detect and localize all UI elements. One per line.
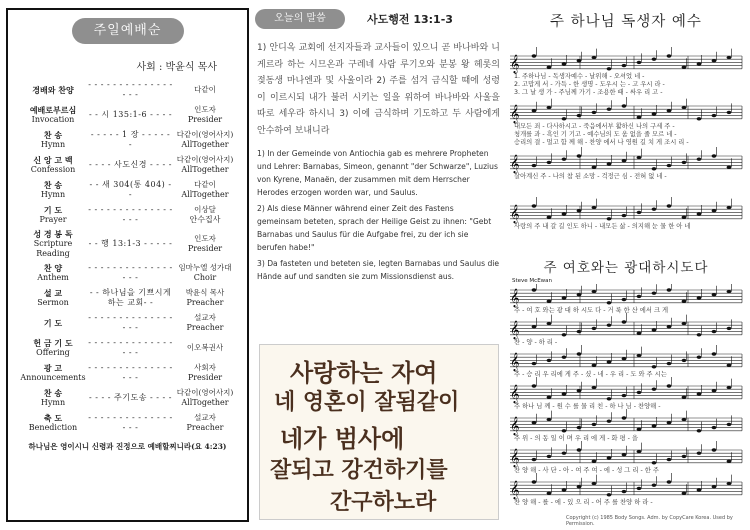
order-item-role: 안수집사 bbox=[189, 215, 221, 224]
order-item-role: AllTogether bbox=[181, 140, 229, 149]
order-item-person: 인도자 Presider bbox=[173, 105, 237, 125]
music-note bbox=[607, 420, 612, 423]
order-item-role: Preacher bbox=[186, 298, 224, 307]
music-staff bbox=[510, 197, 742, 230]
order-item-detail: - - - - 사도신경 - - - - bbox=[89, 160, 172, 169]
order-item bbox=[18, 179, 237, 201]
order-item bbox=[18, 387, 237, 409]
music-note bbox=[592, 290, 597, 293]
lyric-line: 주 위 - 의 동 일 이 며 우 리 에 게 - 화 평 - 을 bbox=[514, 435, 639, 442]
music-note bbox=[562, 488, 567, 491]
order-item-english: Sermon bbox=[37, 298, 69, 307]
music-note bbox=[622, 298, 627, 301]
music-note bbox=[607, 301, 612, 304]
music-note bbox=[547, 322, 552, 325]
lyric-line: 살아계신 주 - 나의 참 된 소망 - 걱정근 심 - 전혀 없 네 - bbox=[514, 173, 667, 180]
lyric-line: 승리의 결 - 멀고 함 께 해 - 찬양 에서 나 영원 길 치 게 조시 리 - bbox=[514, 139, 689, 146]
treble-clef-icon: 𝄞 bbox=[510, 480, 520, 499]
music-staff bbox=[510, 97, 742, 146]
music-note bbox=[637, 332, 642, 335]
order-item bbox=[18, 312, 237, 334]
music-note bbox=[577, 485, 582, 488]
music-note bbox=[532, 458, 537, 461]
music-note bbox=[577, 448, 582, 451]
music-note bbox=[577, 59, 582, 62]
music-note bbox=[607, 456, 612, 459]
worship-footer-verse: 하나님은 영이시니 신령과 진정으로 예배할찌니라(요 4:23) bbox=[28, 442, 227, 451]
music-note bbox=[652, 208, 657, 211]
lyric-line: 청개를 과 - 흑인 기 기고 - 예수님의 도 움 없을 줄 모르 네 - bbox=[514, 131, 677, 138]
music-note bbox=[667, 362, 672, 365]
music-note bbox=[727, 327, 732, 330]
order-item-detail: - - 새 304(통 404) - - bbox=[89, 180, 172, 199]
music-note bbox=[727, 166, 732, 169]
lyric-line: 1. 주하나님 - 독생자예수 - 날위해 - 오셔었 네 - bbox=[514, 73, 645, 80]
music-note bbox=[667, 204, 672, 207]
music-note bbox=[727, 460, 732, 463]
music-note bbox=[592, 206, 597, 209]
music-note bbox=[727, 423, 732, 426]
music-note bbox=[562, 452, 567, 455]
order-item bbox=[18, 104, 237, 126]
music-note bbox=[547, 418, 552, 421]
music-staff bbox=[510, 377, 742, 410]
lyric-line: 2. 고맙게 서 - 가득 - 한 생명 - 도우시 는 - 고 우시 라 - bbox=[514, 81, 665, 88]
music-note bbox=[607, 217, 612, 220]
music-note bbox=[592, 386, 597, 389]
order-item-detail: - - 행 13:1-3 - - - - - bbox=[88, 239, 173, 248]
music-note bbox=[652, 58, 657, 61]
music-note bbox=[637, 116, 642, 119]
music-note bbox=[577, 154, 582, 157]
music-note bbox=[547, 396, 552, 399]
music-note bbox=[637, 450, 642, 453]
music-note bbox=[532, 54, 537, 57]
music-note bbox=[727, 364, 732, 367]
order-item-english: Anthem bbox=[37, 273, 69, 282]
order-item-name: 축 도 Benediction bbox=[18, 413, 88, 433]
music-note bbox=[667, 164, 672, 167]
order-item bbox=[18, 204, 237, 226]
music-staff bbox=[510, 47, 742, 96]
music-note bbox=[607, 493, 612, 496]
order-item-role: Presider bbox=[187, 115, 223, 124]
music-note bbox=[682, 455, 687, 458]
music-note bbox=[667, 109, 672, 112]
treble-clef-icon: 𝄞 bbox=[510, 352, 520, 371]
lyric-line: 찬 - 양 - 하 리 - bbox=[514, 339, 558, 346]
music-note bbox=[607, 108, 612, 111]
music-note bbox=[637, 295, 642, 298]
order-item-person: 다같이 AllTogether bbox=[173, 180, 237, 200]
order-item-english: Prayer bbox=[39, 215, 67, 224]
music-note bbox=[652, 388, 657, 391]
music-note bbox=[727, 482, 732, 485]
music-note bbox=[712, 352, 717, 355]
music-note bbox=[592, 166, 597, 169]
music-note bbox=[712, 426, 717, 429]
music-note bbox=[577, 293, 582, 296]
order-item-detail: - - - - - - - - - - - - - - - - - bbox=[88, 205, 173, 224]
order-item bbox=[18, 412, 237, 434]
song2-author: Steve McEwan bbox=[512, 278, 553, 284]
order-item-person: 박윤식 목사 Preacher bbox=[173, 288, 237, 308]
calligraphy-line-1: 사랑하는 자여 bbox=[290, 358, 438, 387]
order-item-role: Preacher bbox=[186, 323, 224, 332]
scripture-korean-text: 1) 안디옥 교회에 선지자들과 교사들이 있으니 곧 바나바와 니게르라 하는 시므온과 구레네 사람 루기오와 분봉 왕 헤롯의 젖동생 마나엔과 및 사울이라 2) 주를 섬겨 금식할 때에 성령이 이르시되 내가 불러 시키는 일을 위하여 바나바와 사울을 따로 세우라 하시니 3) 이에 금식하며 기도하고 두 사람에게 안수하여 보내니라 bbox=[257, 43, 500, 136]
music-note bbox=[607, 162, 612, 165]
music-note bbox=[622, 453, 627, 456]
music-note bbox=[607, 397, 612, 400]
order-item-english: Scripture Reading bbox=[33, 239, 73, 258]
order-item-english: Offering bbox=[36, 348, 70, 357]
music-note bbox=[622, 416, 627, 419]
music-note bbox=[622, 214, 627, 217]
music-note bbox=[682, 300, 687, 303]
todays-word-label: 오늘의 말씀 bbox=[255, 9, 345, 29]
music-note bbox=[652, 167, 657, 170]
order-item-english: Hymn bbox=[40, 398, 66, 407]
order-item-name: 광 고 Announcements bbox=[18, 363, 88, 383]
order-item-detail: - - - - - - - - - - - - - - - - - bbox=[88, 80, 173, 99]
music-note bbox=[712, 448, 717, 451]
music-note bbox=[697, 356, 702, 359]
order-item-detail: - - - - - - - - - - - - - - - - - bbox=[88, 263, 173, 282]
lyric-line: 3. 그 날 생 가 - 주님께 가기 - 조용한 때 - 싸우 리 고 - bbox=[514, 89, 663, 96]
order-item-person: 다같이 bbox=[194, 85, 216, 94]
order-item-name: 성 경 봉 독 Scripture Reading bbox=[18, 229, 88, 259]
music-note bbox=[712, 59, 717, 62]
music-note bbox=[712, 154, 717, 157]
lyric-line: 사랑의 주 내 갈 길 인도 하니 - 내모든 삶 - 의지해 눈 물 한 아 네 bbox=[514, 223, 691, 230]
music-note bbox=[637, 156, 642, 159]
order-item-detail: - - - - 주기도송 - - - - bbox=[89, 393, 172, 402]
music-note bbox=[547, 300, 552, 303]
music-note bbox=[727, 386, 732, 389]
calligraphy-line-3: 네가 범사에 bbox=[280, 424, 405, 453]
service-leader: 사회 : 박윤식 목사 bbox=[136, 62, 217, 73]
scripture-panel bbox=[255, 8, 502, 522]
order-item-role: Preacher bbox=[186, 423, 224, 432]
music-note bbox=[622, 104, 627, 107]
music-note bbox=[667, 54, 672, 57]
music-staff bbox=[510, 441, 742, 474]
order-item-person: 다같이(영어사지) AllTogether bbox=[173, 130, 237, 150]
music-note bbox=[712, 485, 717, 488]
order-item-detail: - - - - - - - - - - - - - - - - - bbox=[88, 363, 173, 382]
music-note bbox=[577, 330, 582, 333]
treble-clef-icon: 𝄞 bbox=[510, 288, 520, 307]
music-note bbox=[727, 111, 732, 114]
treble-clef-icon: 𝄞 bbox=[510, 320, 520, 339]
treble-clef-icon: 𝄞 bbox=[510, 154, 520, 173]
music-staff bbox=[510, 284, 742, 314]
music-note bbox=[592, 327, 597, 330]
order-item bbox=[18, 262, 237, 284]
music-note bbox=[667, 288, 672, 291]
order-item bbox=[18, 154, 237, 176]
music-note bbox=[712, 330, 717, 333]
scripture-german-text bbox=[255, 147, 502, 283]
order-item-person: 다같이(영어사지) AllTogether bbox=[173, 155, 237, 175]
music-staff bbox=[510, 409, 742, 442]
music-staff bbox=[510, 473, 742, 506]
music-note bbox=[607, 67, 612, 70]
music-note bbox=[682, 66, 687, 69]
music-note bbox=[547, 455, 552, 458]
music-note bbox=[637, 61, 642, 64]
music-note bbox=[697, 158, 702, 161]
order-item-english: Hymn bbox=[40, 140, 66, 149]
lyric-line: 주 하나 님 께 - 원 수 를 물 리 친 - 하 나 님 - 찬양해 - bbox=[514, 403, 661, 410]
order-item-person: 사회자 Presider bbox=[173, 363, 237, 383]
music-note bbox=[547, 359, 552, 362]
song2-sheet bbox=[506, 284, 746, 516]
sheet-music-panel bbox=[506, 8, 746, 527]
treble-clef-icon: 𝄞 bbox=[510, 416, 520, 435]
song2-title: 주 여호와는 광대하시도다 bbox=[543, 260, 709, 276]
order-item-name: 헌 금 기 도 Offering bbox=[18, 338, 88, 358]
music-note bbox=[532, 164, 537, 167]
music-note bbox=[532, 421, 537, 424]
lyric-line: 주 - 승 리 우 리에 게 주 - 셨 - 네 - 우 리 - 도 와 주 시는 bbox=[514, 371, 667, 378]
music-note bbox=[622, 357, 627, 360]
music-note bbox=[592, 482, 597, 485]
order-item-english: Announcements bbox=[20, 373, 86, 382]
music-note bbox=[622, 394, 627, 397]
music-note bbox=[652, 292, 657, 295]
order-item-name: 찬 송 Hymn bbox=[18, 130, 88, 150]
german-verse-1: 1) In der Gemeinde von Antiochia gab es mehrere Propheten und Lehrer: Barnabas, Simeon, genannt "der Schwarze", Luzius von Kyrene, Manaën, der zusammen mit dem Herrscher Herodes erzogen worden war, und Saulus. bbox=[257, 149, 498, 197]
order-item-role: Choir bbox=[193, 273, 217, 282]
music-note bbox=[697, 429, 702, 432]
music-staff bbox=[510, 345, 742, 378]
music-note bbox=[562, 429, 567, 432]
music-note bbox=[607, 324, 612, 327]
order-item-person: 임마누엘 성가대 Choir bbox=[173, 263, 237, 283]
order-item bbox=[18, 337, 237, 359]
music-note bbox=[577, 114, 582, 117]
order-item-role: AllTogether bbox=[181, 190, 229, 199]
music-note bbox=[667, 421, 672, 424]
music-note bbox=[682, 216, 687, 219]
treble-clef-icon: 𝄞 bbox=[510, 384, 520, 403]
music-note bbox=[562, 62, 567, 65]
music-note bbox=[547, 161, 552, 164]
order-item bbox=[18, 362, 237, 384]
music-note bbox=[592, 111, 597, 114]
music-note bbox=[577, 426, 582, 429]
music-note bbox=[577, 209, 582, 212]
music-note bbox=[562, 212, 567, 215]
music-note bbox=[547, 106, 552, 109]
order-item-detail: - - - - - - - - - - - - - - - - - bbox=[88, 338, 173, 357]
calligraphy-line-2: 네 영혼이 잘됨같이 bbox=[274, 389, 460, 415]
scripture-header bbox=[255, 8, 502, 30]
music-note bbox=[697, 117, 702, 120]
order-item-detail: - - 시 135:1-6 - - - - bbox=[88, 110, 173, 119]
order-item-english: Benediction bbox=[28, 423, 78, 432]
order-item-person: 설교자 Preacher bbox=[173, 313, 237, 333]
music-note bbox=[682, 161, 687, 164]
music-note bbox=[682, 396, 687, 399]
music-note bbox=[562, 158, 567, 161]
order-item bbox=[18, 129, 237, 151]
music-note bbox=[562, 296, 567, 299]
music-note bbox=[682, 106, 687, 109]
lyric-line: 찬 양 해 - 사 단 - 아 - 여 주 여 - 에 - 성 그 리 - 한 주 bbox=[514, 467, 659, 474]
order-item-english: Confession bbox=[30, 165, 76, 174]
music-note bbox=[637, 391, 642, 394]
music-note bbox=[532, 480, 537, 483]
treble-clef-icon: 𝄞 bbox=[510, 204, 520, 223]
order-item-detail: - - - - - 1 장 - - - - - - bbox=[90, 130, 171, 149]
music-note bbox=[652, 328, 657, 331]
music-note bbox=[592, 460, 597, 463]
order-item bbox=[18, 229, 237, 259]
order-item-english: Hymn bbox=[40, 190, 66, 199]
music-note bbox=[577, 389, 582, 392]
music-note bbox=[697, 392, 702, 395]
music-note bbox=[667, 325, 672, 328]
order-item bbox=[18, 79, 237, 101]
music-note bbox=[667, 458, 672, 461]
calligraphy-image bbox=[259, 344, 499, 520]
music-note bbox=[712, 389, 717, 392]
order-item-person: 설교자 Preacher bbox=[173, 413, 237, 433]
order-of-worship-panel bbox=[6, 8, 249, 522]
order-item-name: 설 교 Sermon bbox=[18, 288, 88, 308]
music-note bbox=[547, 216, 552, 219]
order-item-detail: - - - - - - - - - - - - - - - - - bbox=[88, 313, 173, 332]
order-item-role: Presider bbox=[187, 244, 223, 253]
music-note bbox=[712, 114, 717, 117]
order-item-name: 기 도 bbox=[43, 318, 63, 328]
lyric-line: 찬 양 해 - 를 - 에 - 있 으 리 - 어 주 를 찬양 하 라 - bbox=[514, 499, 653, 506]
music-note bbox=[667, 480, 672, 483]
music-note bbox=[682, 418, 687, 421]
music-note bbox=[637, 487, 642, 490]
music-note bbox=[637, 211, 642, 214]
music-note bbox=[532, 288, 537, 291]
order-item-person: 이오복권사 bbox=[186, 343, 224, 352]
music-note bbox=[727, 56, 732, 59]
music-note bbox=[622, 320, 627, 323]
music-note bbox=[652, 112, 657, 115]
order-item-name: 기 도 Prayer bbox=[18, 205, 88, 225]
treble-clef-icon: 𝄞 bbox=[510, 448, 520, 467]
treble-clef-icon: 𝄞 bbox=[510, 54, 520, 73]
music-note bbox=[532, 204, 537, 207]
music-note bbox=[727, 206, 732, 209]
music-note bbox=[697, 296, 702, 299]
music-note bbox=[592, 423, 597, 426]
music-staff bbox=[510, 313, 742, 346]
music-note bbox=[532, 362, 537, 365]
music-note bbox=[667, 384, 672, 387]
treble-clef-icon: 𝄞 bbox=[510, 104, 520, 123]
music-note bbox=[652, 484, 657, 487]
order-item-name: 찬 송 Hymn bbox=[18, 180, 88, 200]
order-item-name: 경배와 찬양 bbox=[32, 85, 74, 95]
music-note bbox=[547, 66, 552, 69]
music-note bbox=[682, 492, 687, 495]
order-item bbox=[18, 287, 237, 309]
order-of-worship-title: 주일예배순 bbox=[72, 18, 184, 44]
music-note bbox=[532, 325, 537, 328]
music-note bbox=[727, 290, 732, 293]
order-item-detail: - - - - - - - - - - - - - - - - - bbox=[88, 413, 173, 432]
music-note bbox=[682, 359, 687, 362]
order-item-name: 찬 양 Anthem bbox=[18, 263, 88, 283]
song1-title: 주 하나님 독생자 예수 bbox=[550, 14, 702, 30]
song1-sheet bbox=[506, 36, 746, 254]
order-item-role: AllTogether bbox=[181, 165, 229, 174]
german-verse-3: 3) Da fasteten und beteten sie, legten Barnabas und Saulus die Hände auf und sandten sie zum Missionsdienst aus. bbox=[257, 259, 500, 281]
german-verse-2: 2) Als diese Männer während einer Zeit des Fastens gemeinsam beteten, sprach der Heilige Geist zu ihnen: "Gebt Barnabas und Saulus für die Aufgabe frei, zu der ich sie berufen habe!" bbox=[257, 204, 492, 252]
music-note bbox=[682, 322, 687, 325]
order-item-person: 이상달 안수집사 bbox=[173, 205, 237, 225]
order-item-role: AllTogether bbox=[181, 398, 229, 407]
scripture-reference: 사도행전 13:1-3 bbox=[367, 13, 453, 26]
order-item-name: 예배로부르심 Invocation bbox=[18, 105, 88, 125]
order-list bbox=[18, 79, 237, 434]
calligraphy-line-4: 잘되고 강건하기를 bbox=[270, 457, 448, 483]
music-note bbox=[697, 452, 702, 455]
music-note bbox=[652, 365, 657, 368]
order-item-person: 인도자 Presider bbox=[173, 234, 237, 254]
music-note bbox=[562, 117, 567, 120]
music-note bbox=[712, 209, 717, 212]
music-note bbox=[562, 333, 567, 336]
music-note bbox=[697, 333, 702, 336]
music-note bbox=[547, 492, 552, 495]
order-item-name: 찬 송 Hymn bbox=[18, 388, 88, 408]
music-note bbox=[637, 428, 642, 431]
music-note bbox=[712, 293, 717, 296]
music-note bbox=[592, 56, 597, 59]
order-item-detail: - - 하나님을 기쁘시게 하는 교회- - bbox=[89, 288, 172, 307]
music-note bbox=[532, 384, 537, 387]
music-note bbox=[637, 354, 642, 357]
order-item-role: Presider bbox=[187, 373, 223, 382]
calligraphy-line-5: 간구하노라 bbox=[330, 489, 437, 515]
music-note bbox=[577, 352, 582, 355]
music-note bbox=[562, 356, 567, 359]
music-note bbox=[652, 461, 657, 464]
music-note bbox=[607, 360, 612, 363]
lyric-line: 주 - 여 호 와는 광 대 하 시도 다 - 거 룩 한 산 에서 크 게 bbox=[514, 307, 669, 314]
music-staff bbox=[510, 147, 742, 180]
order-item-name: 신 앙 고 백 Confession bbox=[18, 155, 88, 175]
music-note bbox=[532, 109, 537, 112]
music-note bbox=[622, 159, 627, 162]
music-note bbox=[592, 364, 597, 367]
music-note bbox=[697, 212, 702, 215]
music-note bbox=[697, 488, 702, 491]
music-note bbox=[697, 62, 702, 65]
music-note bbox=[622, 490, 627, 493]
music-note bbox=[652, 424, 657, 427]
order-item-person: 다같이(영어사지) AllTogether bbox=[173, 388, 237, 408]
song2-credit: Copyright (c) 1985 Body Songs. Adm. by CopyCare Korea. Used by Permission. bbox=[566, 515, 733, 527]
lyric-line: 내모든 죄 - 다사하시고 - 죽음에서부 활하신 나의 구세 주 - bbox=[514, 123, 675, 130]
music-note bbox=[622, 64, 627, 67]
music-note bbox=[562, 392, 567, 395]
order-item-english: Invocation bbox=[31, 115, 75, 124]
